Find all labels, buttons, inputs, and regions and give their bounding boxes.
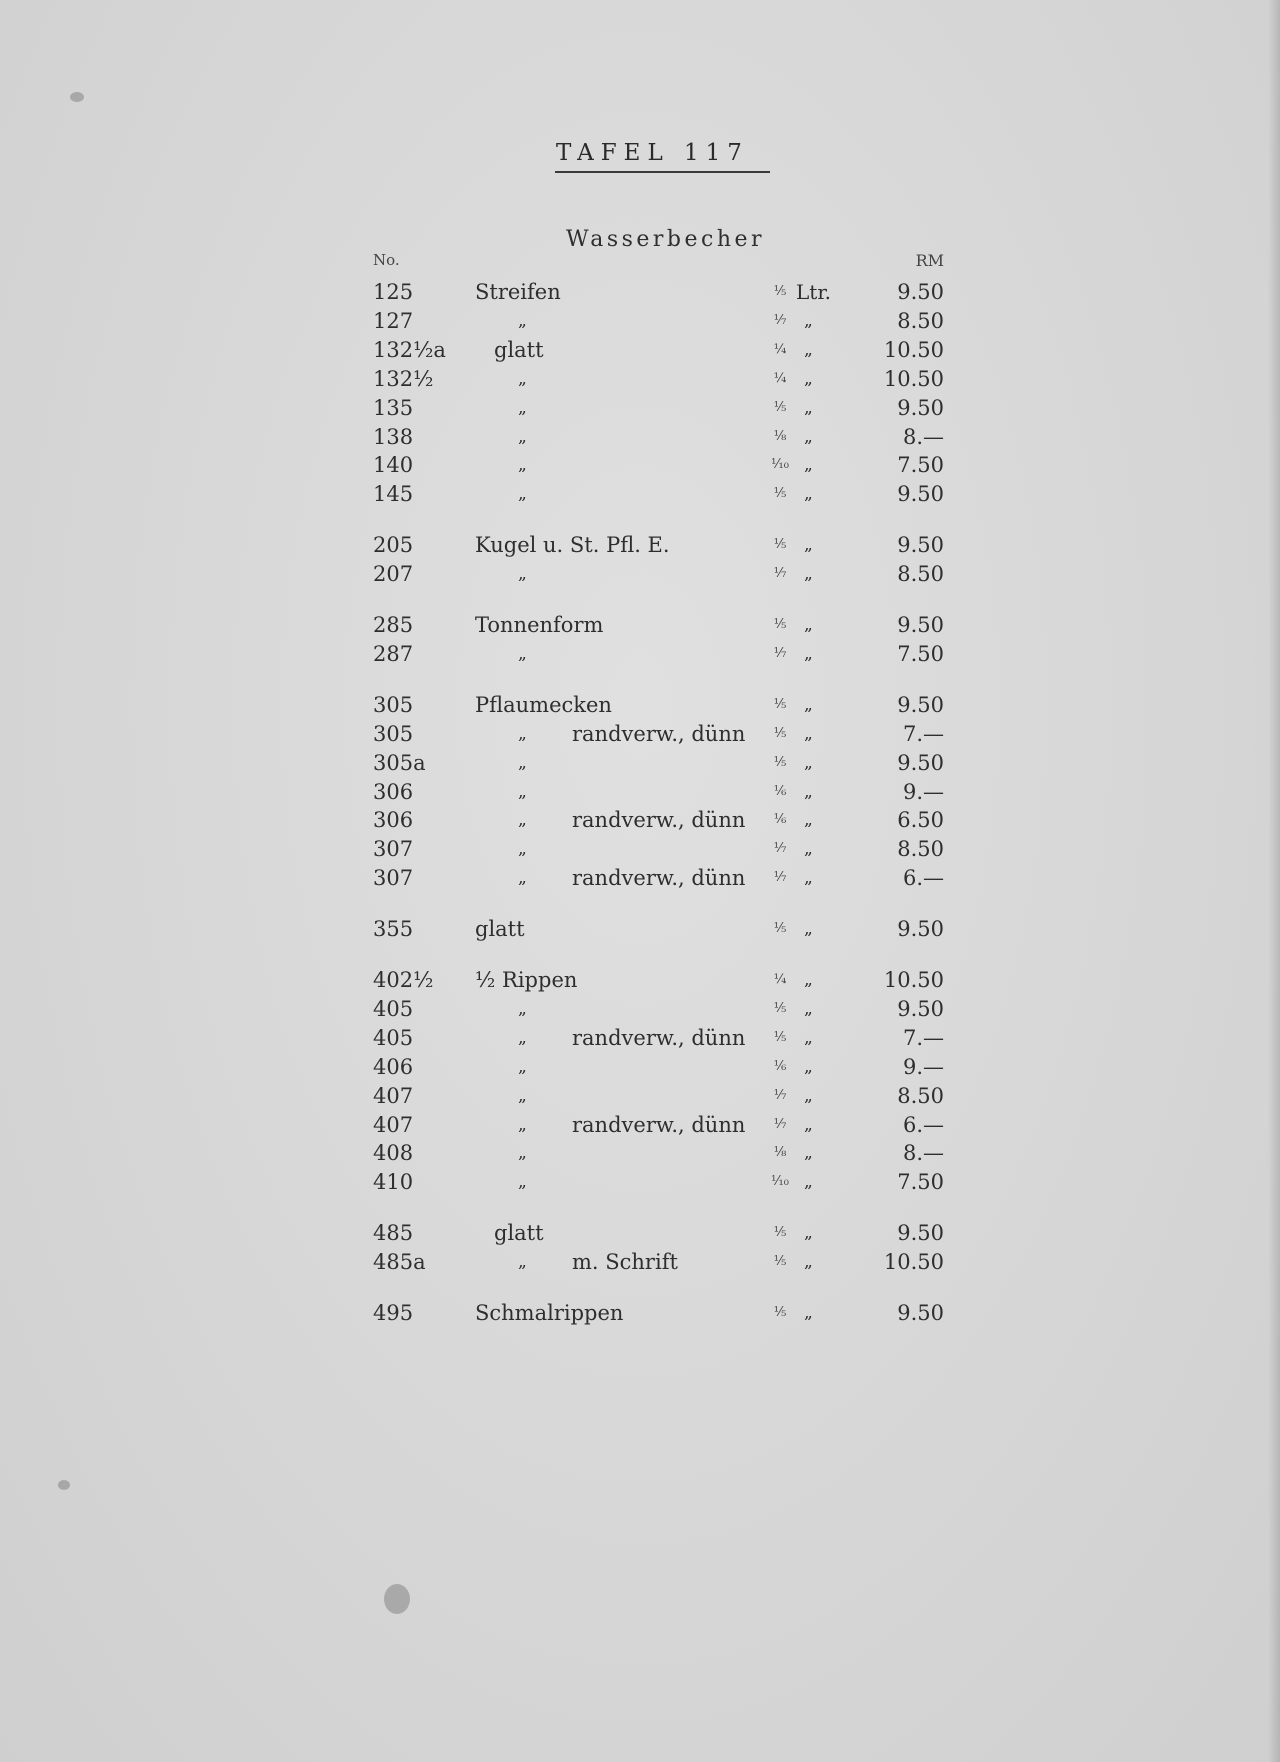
item-price: 9.50 [897,533,944,558]
item-price: 8.50 [897,837,944,862]
item-number: 410 [373,1170,414,1195]
item-price: 9.50 [897,996,944,1021]
item-unit: „ [804,455,813,476]
item-price: 9.50 [897,280,944,304]
item-number: 495 [373,1301,414,1325]
item-capacity: ⅕ [773,1254,787,1270]
item-capacity: ⅛ [773,1145,787,1161]
item-price: 9.50 [897,395,944,420]
table-row [0,806,1280,834]
item-number: 125 [373,280,414,304]
item-price: 7.50 [897,1170,944,1195]
item-price: 6.50 [897,808,944,833]
item-description: ½ Rippen [475,968,578,992]
item-capacity: ⅐ [773,566,787,582]
item-number: 408 [373,1141,414,1166]
item-unit: Ltr. [796,280,832,304]
table-row [0,365,1280,393]
item-unit: „ [804,781,813,802]
item-price: 10.50 [883,366,944,391]
item-price: 7.50 [897,641,944,666]
table-row [0,1024,1280,1052]
table-row [0,720,1280,748]
item-price: 8.50 [897,308,944,333]
ditto-mark: „ [518,1172,527,1193]
item-capacity: ⅕ [773,725,787,741]
item-price: 9.50 [897,692,944,717]
table-row [0,394,1280,422]
item-price: 8.50 [897,562,944,587]
item-number: 138 [373,424,414,449]
ditto-mark: „ [518,1027,527,1048]
ditto-mark: „ [518,723,527,744]
ditto-mark: „ [518,1143,527,1164]
ditto-mark: „ [518,426,527,447]
section-heading: Wasserbecher [566,227,766,252]
item-price: 7.— [902,1025,944,1050]
item-unit: „ [804,1303,813,1323]
table-row [0,1248,1280,1276]
page-title: TAFEL 117 [556,140,749,166]
item-number: 287 [373,641,414,666]
ditto-mark: „ [518,1252,527,1273]
item-capacity: ⅕ [773,1029,787,1045]
column-header-number: No. [373,251,400,269]
item-number: 407 [373,1112,414,1137]
table-row [0,995,1280,1023]
item-unit: „ [804,643,813,664]
item-price: 9.50 [897,613,944,637]
item-number: 135 [373,395,414,420]
item-price: 10.50 [883,968,944,992]
item-capacity: ⅕ [773,537,787,553]
item-number: 145 [373,482,414,507]
item-capacity: ⅕ [773,617,787,632]
item-price: 7.50 [897,453,944,478]
item-description: glatt [475,917,525,942]
item-capacity: ¼ [773,370,787,386]
item-unit: „ [804,1252,813,1273]
item-number: 207 [373,562,414,587]
item-capacity: ⅐ [773,312,787,328]
item-variant: randverw., dünn [572,1025,746,1050]
item-price: 7.— [902,721,944,746]
item-number: 132½a [373,337,446,362]
table-row [0,749,1280,777]
paper-stain [70,92,84,102]
item-number: 406 [373,1054,414,1079]
item-capacity: ⅙ [773,812,787,828]
item-number: 407 [373,1083,414,1108]
item-unit: „ [804,868,813,889]
item-unit: „ [804,810,813,831]
column-header-price: RM [915,251,944,270]
ditto-mark: „ [518,752,527,773]
table-row [0,611,1280,639]
item-unit: „ [804,1143,813,1164]
item-description: glatt [494,337,544,362]
ditto-mark: „ [518,484,527,505]
item-number: 485 [373,1221,414,1246]
item-price: 9.50 [897,917,944,942]
table-row [0,1082,1280,1110]
ditto-mark: „ [518,643,527,664]
item-number: 306 [373,779,414,804]
ditto-mark: „ [518,368,527,389]
item-unit: „ [804,1056,813,1077]
table-row [0,531,1280,559]
ditto-mark: „ [518,1085,527,1106]
item-number: 405 [373,1025,414,1050]
ditto-mark: „ [518,397,527,418]
item-description: Kugel u. St. Pfl. E. [475,533,670,558]
item-price: 6.— [902,866,944,891]
table-row [0,835,1280,863]
item-variant: randverw., dünn [572,866,746,891]
item-number: 485a [373,1250,426,1275]
item-capacity: ⅕ [773,486,787,502]
table-row [0,640,1280,668]
item-capacity: ¼ [773,341,787,357]
item-number: 285 [373,613,414,637]
item-capacity: ⅕ [773,399,787,415]
ditto-mark: „ [518,564,527,585]
item-number: 305a [373,750,426,775]
table-row [0,1219,1280,1247]
item-number: 132½ [373,366,434,391]
item-price: 8.— [902,1141,944,1166]
item-capacity: ⅕ [773,1000,787,1016]
item-capacity: ⅕ [773,921,787,937]
item-description: Schmalrippen [475,1301,624,1325]
item-capacity: ⅒ [771,1174,789,1190]
item-number: 307 [373,837,414,862]
item-unit: „ [804,397,813,418]
item-variant: randverw., dünn [572,1112,746,1137]
item-capacity: ⅕ [773,754,787,770]
item-price: 9.— [902,779,944,804]
ditto-mark: „ [518,1056,527,1077]
item-price: 9.— [902,1054,944,1079]
item-unit: „ [804,723,813,744]
item-capacity: ⅐ [773,1087,787,1103]
item-variant: randverw., dünn [572,721,746,746]
item-number: 140 [373,453,414,478]
ditto-mark: „ [518,310,527,331]
table-row [0,336,1280,364]
item-number: 305 [373,692,414,717]
item-unit: „ [804,339,813,360]
ditto-mark: „ [518,1114,527,1135]
item-unit: „ [804,426,813,447]
item-unit: „ [804,970,813,990]
item-capacity: ⅛ [773,428,787,444]
paper-stain [384,1584,410,1614]
item-description: Tonnenform [475,613,604,637]
table-row [0,1139,1280,1167]
item-unit: „ [804,1027,813,1048]
item-description: Streifen [475,280,561,304]
item-capacity: ⅐ [773,870,787,886]
item-number: 205 [373,533,414,558]
item-unit: „ [804,752,813,773]
item-unit: „ [804,1223,813,1244]
ditto-mark: „ [518,781,527,802]
item-unit: „ [804,839,813,860]
item-price: 9.50 [897,1301,944,1325]
item-number: 355 [373,917,414,942]
table-row [0,1111,1280,1139]
item-capacity: ⅕ [773,284,787,299]
table-row [0,423,1280,451]
item-unit: „ [804,484,813,505]
item-number: 402½ [373,968,434,992]
item-capacity: ⅐ [773,1116,787,1132]
table-row [0,915,1280,943]
item-price: 9.50 [897,750,944,775]
item-variant: m. Schrift [572,1250,678,1275]
title-underline [555,171,770,173]
item-variant: randverw., dünn [572,808,746,833]
item-price: 6.— [902,1112,944,1137]
item-description: glatt [494,1221,544,1246]
item-capacity: ⅒ [771,457,789,473]
table-row [0,307,1280,335]
item-number: 306 [373,808,414,833]
item-unit: „ [804,1172,813,1193]
item-capacity: ⅕ [773,1225,787,1241]
paper-stain [58,1480,70,1490]
table-row [0,278,1280,306]
table-row [0,480,1280,508]
ditto-mark: „ [518,455,527,476]
table-row [0,1168,1280,1196]
item-number: 405 [373,996,414,1021]
item-unit: „ [804,564,813,585]
item-price: 10.50 [883,1250,944,1275]
table-row [0,691,1280,719]
table-row [0,778,1280,806]
item-capacity: ⅕ [773,696,787,712]
item-number: 307 [373,866,414,891]
item-unit: „ [804,919,813,940]
table-row [0,1053,1280,1081]
item-capacity: ⅐ [773,841,787,857]
item-number: 305 [373,721,414,746]
table-row [0,1299,1280,1327]
item-capacity: ⅙ [773,1058,787,1074]
item-capacity: ¼ [773,972,787,987]
item-unit: „ [804,1085,813,1106]
ditto-mark: „ [518,998,527,1019]
item-price: 9.50 [897,482,944,507]
item-price: 8.50 [897,1083,944,1108]
item-capacity: ⅐ [773,645,787,661]
item-capacity: ⅕ [773,1305,787,1320]
item-description: Pflaumecken [475,692,612,717]
table-row [0,451,1280,479]
item-price: 8.— [902,424,944,449]
item-number: 127 [373,308,414,333]
table-row [0,864,1280,892]
item-unit: „ [804,310,813,331]
item-unit: „ [804,998,813,1019]
item-price: 10.50 [883,337,944,362]
item-unit: „ [804,615,813,635]
item-unit: „ [804,1114,813,1135]
item-capacity: ⅙ [773,783,787,799]
item-price: 9.50 [897,1221,944,1246]
table-row [0,560,1280,588]
ditto-mark: „ [518,868,527,889]
table-row [0,966,1280,994]
ditto-mark: „ [518,839,527,860]
item-unit: „ [804,694,813,715]
ditto-mark: „ [518,810,527,831]
item-unit: „ [804,535,813,556]
item-unit: „ [804,368,813,389]
